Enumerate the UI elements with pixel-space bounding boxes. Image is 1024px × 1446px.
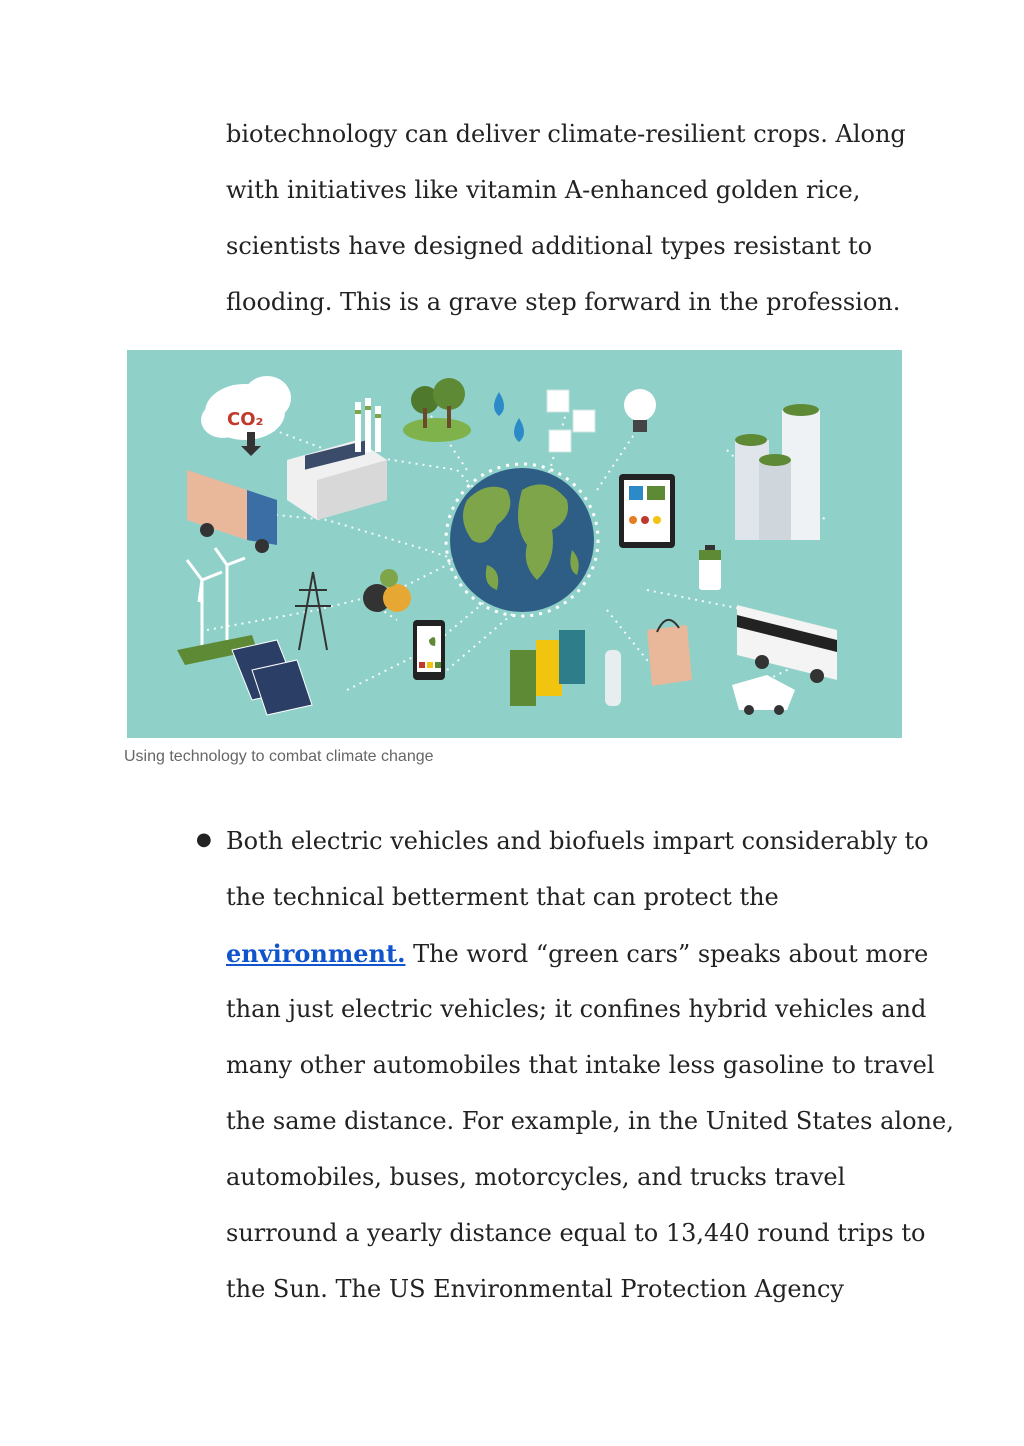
bullet-line-3-text: The word “green cars” speaks about more: [405, 940, 929, 968]
intro-line-2: with initiatives like vitamin A-enhanced golden rice,: [226, 176, 861, 204]
tablet-icon: [619, 474, 675, 548]
svg-text:CO₂: CO₂: [227, 409, 264, 430]
intro-line-4: flooding. This is a grave step forward in the profession.: [226, 288, 901, 316]
battery-icon: [699, 545, 721, 590]
smartphone-icon: [413, 620, 445, 680]
bullet-line-5: many other automobiles that intake less gasoline to travel: [226, 1051, 935, 1079]
bullet-line-4: than just electric vehicles; it confines hybrid vehicles and: [226, 995, 927, 1023]
bullet-line-2: the technical betterment that can protect the: [226, 883, 779, 911]
intro-line-1: biotechnology can deliver climate-resilient crops. Along: [226, 120, 906, 148]
figure-caption: Using technology to combat climate change: [124, 748, 434, 765]
bullet-line-1: Both electric vehicles and biofuels impart considerably to: [226, 827, 929, 855]
intro-line-3: scientists have designed additional types resistant to: [226, 232, 873, 260]
bullet-line-8: surround a yearly distance equal to 13,440 round trips to: [226, 1219, 926, 1247]
bullet-marker: ●: [196, 829, 212, 850]
bullet-line-6: the same distance. For example, in the United States alone,: [226, 1107, 954, 1135]
bullet-line-7: automobiles, buses, motorcycles, and trucks travel: [226, 1163, 846, 1191]
bullet-line-9: the Sun. The US Environmental Protection Agency: [226, 1275, 844, 1303]
climate-technology-illustration: [127, 350, 902, 738]
environment-link[interactable]: environment.: [226, 939, 406, 968]
bullet-line-3: [226, 939, 928, 968]
shopping-bag-icon: [647, 620, 692, 686]
